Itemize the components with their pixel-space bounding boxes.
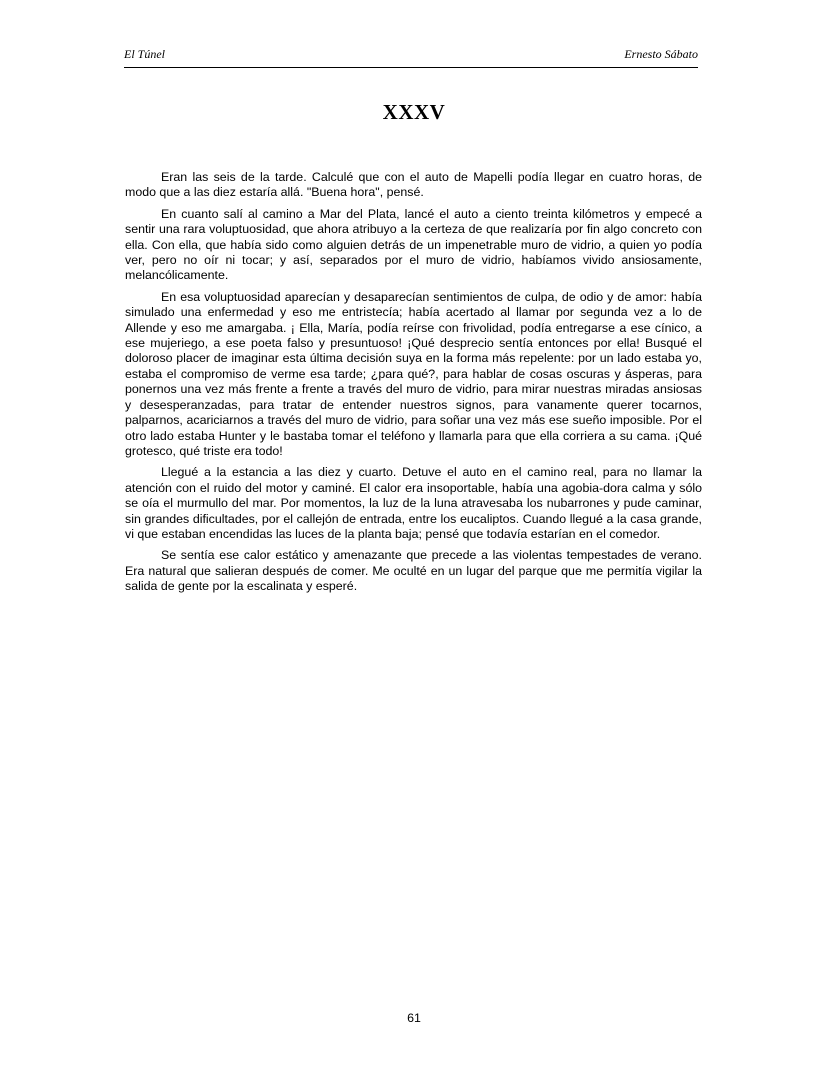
page-header bbox=[124, 45, 698, 68]
paragraph: Se sentía ese calor estático y amenazante que precede a las violentas tempestades de verano. Era natural que salieran después de comer. Me oculté en un lugar del parque que me permitía vigilar la salida de gente por la escalinata y esperé. bbox=[125, 548, 702, 594]
author-name: Ernesto Sábato bbox=[624, 47, 698, 61]
chapter-body bbox=[125, 170, 702, 601]
paragraph: En esa voluptuosidad aparecían y desaparecían sentimientos de culpa, de odio y de amor: había simulado una enfermedad y eso me entristecía; había acertado al llamar por segunda vez a lo de Allende y eso me amargaba. ¡ Ella, María, podía reírse con frivolidad, podía entregarse a ese cínico, a ese mujeriego, a ese poeta falso y presuntuoso! ¡Qué desprecio sentía entonces por ella! Busqué el doloroso placer de imaginar esta última decisión suya en la forma más repelente: por un lado estaba yo, estaba el compromiso de verme esa tarde; ¿para qué?, para hablar de cosas oscuras y ásperas, para ponernos una vez más frente a frente a través del muro de vidrio, para mirar nuestras miradas ansiosas y desesperanzadas, para tratar de entender nuestros signos, para vanamente querer tocarnos, palparnos, acariciarnos a través del muro de vidrio, para soñar una vez más ese sueño imposible. Por el otro lado estaba Hunter y le bastaba tomar el teléfono y llamarla para que ella corriera a su cama. ¡Qué grotesco, qué triste era todo! bbox=[125, 289, 702, 458]
chapter-title: XXXV bbox=[382, 100, 446, 124]
paragraph: Llegué a la estancia a las diez y cuarto. Detuve el auto en el camino real, para no llamar la atención con el ruido del motor y caminé. El calor era insoportable, había una agobia-dora calma y sólo se oía el murmullo del mar. Por momentos, la luz de la luna atravesaba los nubarrones y pude caminar, sin grandes dificultades, por el callejón de entrada, entre los eucaliptos. Cuando llegué a la casa grande, vi que estaban encendidas las luces de la planta baja; pensé que todavía estarían en el comedor. bbox=[125, 465, 702, 541]
paragraph: Eran las seis de la tarde. Calculé que con el auto de Mapelli podía llegar en cuatro horas, de modo que a las diez estaría allá. "Buena hora", pensé. bbox=[125, 170, 702, 200]
book-title: El Túnel bbox=[124, 47, 165, 61]
page-number: 61 bbox=[407, 1011, 421, 1025]
paragraph: En cuanto salí al camino a Mar del Plata, lancé el auto a ciento treinta kilómetros y empecé a sentir una rara voluptuosidad, que ahora atribuyo a la certeza de que realizaría por fin algo concreto con ella. Con ella, que había sido como alguien detrás de un impenetrable muro de vidrio, a quien yo podía ver, pero no oír ni tocar; y así, separados por el muro de vidrio, habíamos vivido ansiosamente, melancólicamente. bbox=[125, 206, 702, 283]
